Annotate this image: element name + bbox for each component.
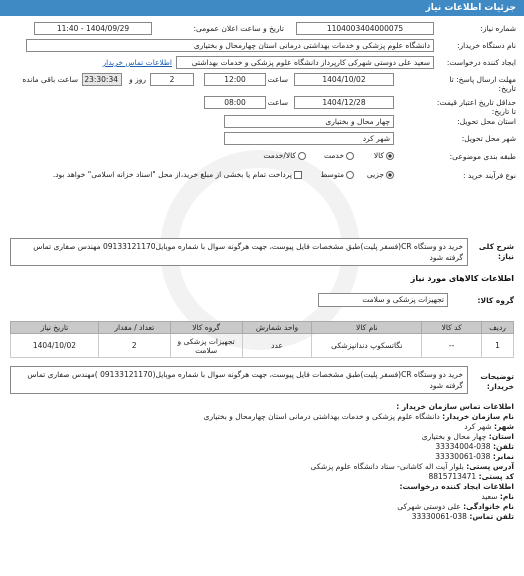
col-qty: تعداد / مقدار [98, 322, 170, 334]
radio-icon [346, 152, 354, 160]
days-field: 2 [150, 73, 194, 86]
category-option-service[interactable]: خدمت [324, 151, 354, 160]
buyer-label: نام دستگاه خریدار: [456, 41, 516, 50]
col-name: نام کالا [312, 322, 422, 334]
city-label: شهر محل تحویل: [461, 134, 516, 143]
col-row: ردیف [482, 322, 514, 334]
category-label: طبقه بندی موضوعی: [449, 152, 516, 161]
contact-fax: نمابر: 038-33330061 [435, 452, 514, 461]
summary-text: خرید دو وستگاه CR(فسفر پلیت)طبق مشخصات فایل پیوست، جهت هرگونه سوال با شماره موبایل09133121170 مهندس صفاری تماس گرفته شود [10, 238, 468, 266]
contact-province: استان: چهار محال و بختیاری [421, 432, 514, 441]
buyer-field: دانشگاه علوم پزشکی و خدمات بهداشتی درمانی استان چهارمحال و بختیاری [26, 39, 434, 52]
creator-tel: تلفن تماس: 038-33330061 [411, 512, 514, 521]
goods-section-title: اطلاعات کالاهای مورد نیاز [410, 274, 514, 283]
days-label: روز و [129, 75, 146, 84]
table-row: 1 -- نگاتسکوپ دندانپزشکی عدد تجهیزات پزشکی و سلامت 2 1404/10/02 [11, 334, 514, 358]
creator-field: سعید علی دوستی شهرکی کارپرداز دانشگاه علوم پزشکی و خدمات بهداشتی [176, 56, 434, 69]
validity-time-label: ساعت [267, 98, 288, 107]
city-field: شهر کرد [224, 132, 394, 145]
contact-org: نام سازمان خریدار: دانشگاه علوم پزشکی و خدمات بهداشتی درمانی استان چهارمحال و بختیاری [203, 412, 514, 421]
col-date: تاریخ نیاز [11, 322, 99, 334]
col-unit: واحد شمارش [242, 322, 312, 334]
radio-icon [386, 152, 394, 160]
reply-time-field: 12:00 [204, 73, 266, 86]
radio-icon [298, 152, 306, 160]
col-group: گروه کالا [170, 322, 242, 334]
treasury-payment-checkbox[interactable]: پرداخت تمام یا بخشی از مبلغ خرید،از محل "اسناد خزانه اسلامی" خواهد بود. [53, 170, 302, 179]
need-number-label: شماره نیاز: [480, 24, 516, 33]
contact-phone: تلفن: 038-33334004 [435, 442, 514, 451]
category-option-goods[interactable]: کالا [374, 151, 394, 160]
reply-date-field: 1404/10/02 [294, 73, 394, 86]
announce-field: 1404/09/29 - 11:40 [34, 22, 152, 35]
contact-address: آدرس پستی: بلوار آیت اله کاشانی- ستاد دانشگاه علوم پزشکی [310, 462, 514, 471]
goods-table [10, 321, 514, 358]
remaining-label: ساعت باقی مانده [22, 75, 78, 84]
reply-time-label: ساعت [267, 75, 288, 84]
announce-label: تاریخ و ساعت اعلان عمومی: [193, 24, 284, 33]
creator-label: ایجاد کننده درخواست: [446, 58, 516, 67]
remaining-time-field: 23:30:34 [82, 73, 122, 86]
purchase-option-minor[interactable]: جزیی [367, 170, 394, 179]
province-field: چهار محال و بختیاری [224, 115, 394, 128]
page-title: جزئیات اطلاعات نیاز [425, 3, 516, 13]
goods-group-field: تجهیزات پزشکی و سلامت [318, 293, 448, 307]
creator-name: نام: سعید [481, 492, 514, 501]
summary-label: شرح کلی نیاز: [478, 242, 514, 261]
buyer-contact-link[interactable]: اطلاعات تماس خریدار [102, 58, 172, 67]
buyer-notes-text: خرید دو وستگاه CR(فسفر پلیت)طبق مشخصات فایل پیوست، جهت هرگونه سوال با شماره موبایل(09133121170 )مهندس صفاری تماس گرفته شود [10, 366, 468, 394]
radio-icon [386, 171, 394, 179]
buyer-notes-label: توضیحات خریدار: [480, 372, 514, 391]
checkbox-icon [294, 171, 302, 179]
creator-family: نام خانوادگی: علی دوستی شهرکی [397, 502, 514, 511]
validity-label: حداقل تاریخ اعتبار قیمت: تا تاریخ: [436, 98, 516, 116]
validity-time-field: 08:00 [204, 96, 266, 109]
col-code: کد کالا [422, 322, 482, 334]
purchase-option-medium[interactable]: متوسط [320, 170, 354, 179]
purchase-label: نوع فرآیند خرید : [462, 171, 516, 180]
contact-title: اطلاعات تماس سازمان خریدار : [396, 402, 514, 411]
radio-icon [346, 171, 354, 179]
province-label: استان محل تحویل: [457, 117, 516, 126]
goods-group-label: گروه کالا: [477, 296, 514, 305]
contact-city: شهر: شهر کرد [464, 422, 514, 431]
creator-title: اطلاعات ایجاد کننده درخواست: [399, 482, 514, 491]
category-option-both[interactable]: کالا/خدمت [263, 151, 306, 160]
reply-deadline-label: مهلت ارسال پاسخ: تا تاریخ: [449, 75, 516, 93]
page-header [0, 0, 524, 16]
validity-date-field: 1404/12/28 [294, 96, 394, 109]
contact-postal: کد پستی: 8815713471 [428, 472, 514, 481]
need-number-field: 1104003404000075 [296, 22, 434, 35]
